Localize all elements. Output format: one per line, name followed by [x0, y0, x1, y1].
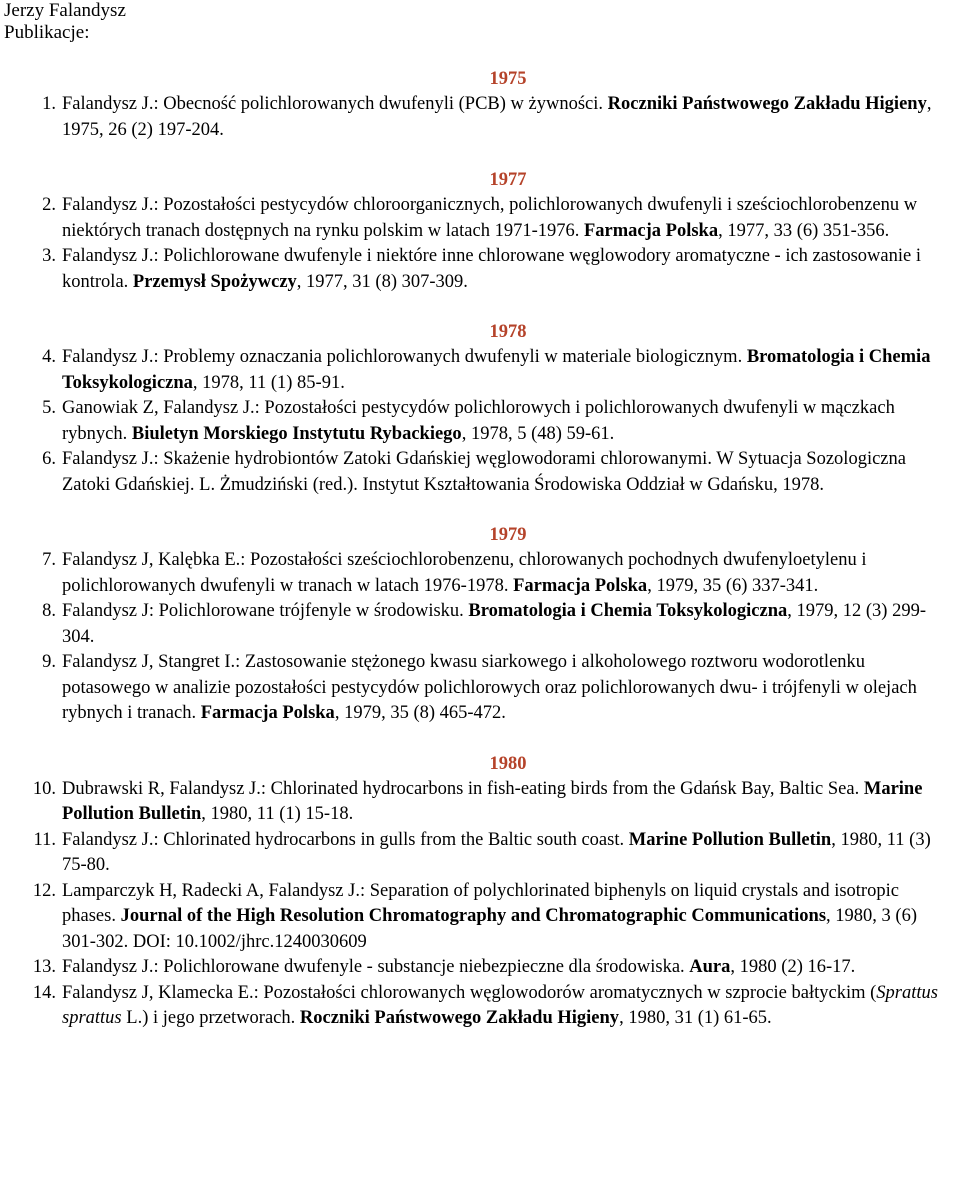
- year-heading-1980: 1980: [489, 753, 527, 774]
- list-item: 8. Falandysz J: Polichlorowane trójfenyle w środowisku. Bromatologia i Chemia Toksykologiczna, 1979, 12 (3) 299-304.: [42, 601, 926, 647]
- journal-name: Bromatologia i Chemia Toksykologiczna: [62, 347, 931, 393]
- list-item: 10. Dubrawski R, Falandysz J.: Chlorinated hydrocarbons in fish-eating birds from the Gdańsk Bay, Baltic Sea. Marine Pollution Bulletin, 1980, 11 (1) 15-18.: [32, 778, 923, 824]
- page-header: [4, 0, 952, 44]
- list-item: 2. Falandysz J.: Pozostałości pestycydów chloroorganicznych, polichlorowanych dwufenyli i sześciochlorobenzenu w niektórych tranach dostępnych na rynku polskim w latach 1971-1976. Farmacja Polska, 1977, 33 (6) 351-356.: [42, 195, 918, 241]
- list-item: 9. Falandysz J, Stangret I.: Zastosowanie stężonego kwasu siarkowego i alkoholowego roztworu wodorotlenku potasowego w analizie pozostałości pestycydów polichlorowych oraz polichlorowanych dwu- i trójfenyli w olejach rybnych i tranach. Farmacja Polska, 1979, 35 (8) 465-472.: [42, 652, 917, 723]
- journal-name: Farmacja Polska: [583, 220, 719, 241]
- list-item: 14. Falandysz J, Klamecka E.: Pozostałości chlorowanych węglowodorów aromatycznych w szprocie bałtyckim (Sprattus sprattus L.) i jego przetworach. Roczniki Państwowego Zakładu Higieny, 1980, 31 (1) 61-65.: [32, 982, 938, 1028]
- journal-name: Roczniki Państwowego Zakładu Higieny: [299, 1008, 620, 1028]
- journal-name: Biuletyn Morskiego Instytutu Rybackiego: [131, 423, 462, 444]
- species-name: Sprattus sprattus: [62, 982, 938, 1028]
- year-heading-1975: 1975: [489, 69, 527, 89]
- journal-name: Aura: [689, 957, 731, 977]
- section-title: Publikacje:: [4, 22, 90, 43]
- list-item: 1. Falandysz J.: Obecność polichlorowanych dwufenyli (PCB) w żywności. Roczniki Państwowego Zakładu Higieny, 1975, 26 (2) 197-204.: [42, 94, 932, 140]
- author-name: Jerzy Falandysz: [4, 0, 126, 21]
- list-item: 5. Ganowiak Z, Falandysz J.: Pozostałości pestycydów polichlorowych i polichlorowanych dwufenyli w mączkach rybnych. Biuletyn Morskiego Instytutu Rybackiego, 1978, 5 (48) 59-61.: [42, 398, 895, 444]
- journal-name: Journal of the High Resolution Chromatography and Chromatographic Communications: [120, 906, 827, 926]
- journal-name: Farmacja Polska: [513, 575, 648, 596]
- list-item: 12. Lamparczyk H, Radecki A, Falandysz J.: Separation of polychlorinated biphenyls on liquid crystals and isotropic phases. Journal of the High Resolution Chromatography and Chromatographic Communications, 1980, 3 (6) 301-302. DOI: 10.1002/jhrc.1240030609: [32, 880, 917, 952]
- list-item: 7. Falandysz J, Kalębka E.: Pozostałości sześciochlorobenzenu, chlorowanych pochodnych dwufenyloetylenu i polichlorowanych dwufenyli w tranach w latach 1976-1978. Farmacja Polska, 1979, 35 (6) 337-341.: [42, 550, 867, 596]
- year-heading-1979: 1979: [489, 525, 527, 545]
- list-item: 3. Falandysz J.: Polichlorowane dwufenyle i niektóre inne chlorowane węglowodory aromatyczne - ich zastosowanie i kontrola. Przemysł Spożywczy, 1977, 31 (8) 307-309.: [42, 246, 921, 292]
- journal-name: Marine Pollution Bulletin: [62, 778, 923, 824]
- list-item: 4. Falandysz J.: Problemy oznaczania polichlorowanych dwufenyli w materiale biologicznym. Bromatologia i Chemia Toksykologiczna, 1978, 11 (1) 85-91.: [42, 347, 931, 393]
- year-heading-1977: 1977: [489, 170, 527, 190]
- journal-name: Marine Pollution Bulletin: [628, 829, 832, 850]
- journal-name: Przemysł Spożywczy: [132, 271, 297, 292]
- year-heading-1978: 1978: [489, 322, 527, 342]
- list-item: 6. Falandysz J.: Skażenie hydrobiontów Zatoki Gdańskiej węglowodorami chlorowanymi. W Sytuacja Sozologiczna Zatoki Gdańskiej. L. Żmudziński (red.). Instytut Kształtowania Środowiska Oddział w Gdańsku, 1978.: [42, 449, 906, 495]
- journal-name: Roczniki Państwowego Zakładu Higieny: [607, 94, 927, 114]
- journal-name: Farmacja Polska: [200, 703, 335, 723]
- list-item: 13. Falandysz J.: Polichlorowane dwufenyle - substancje niebezpieczne dla środowiska. Aura, 1980 (2) 16-17.: [32, 957, 856, 977]
- journal-name: Bromatologia i Chemia Toksykologiczna: [468, 601, 788, 621]
- list-item: 11. Falandysz J.: Chlorinated hydrocarbons in gulls from the Baltic south coast. Marine Pollution Bulletin, 1980, 11 (3) 75-80.: [33, 829, 931, 875]
